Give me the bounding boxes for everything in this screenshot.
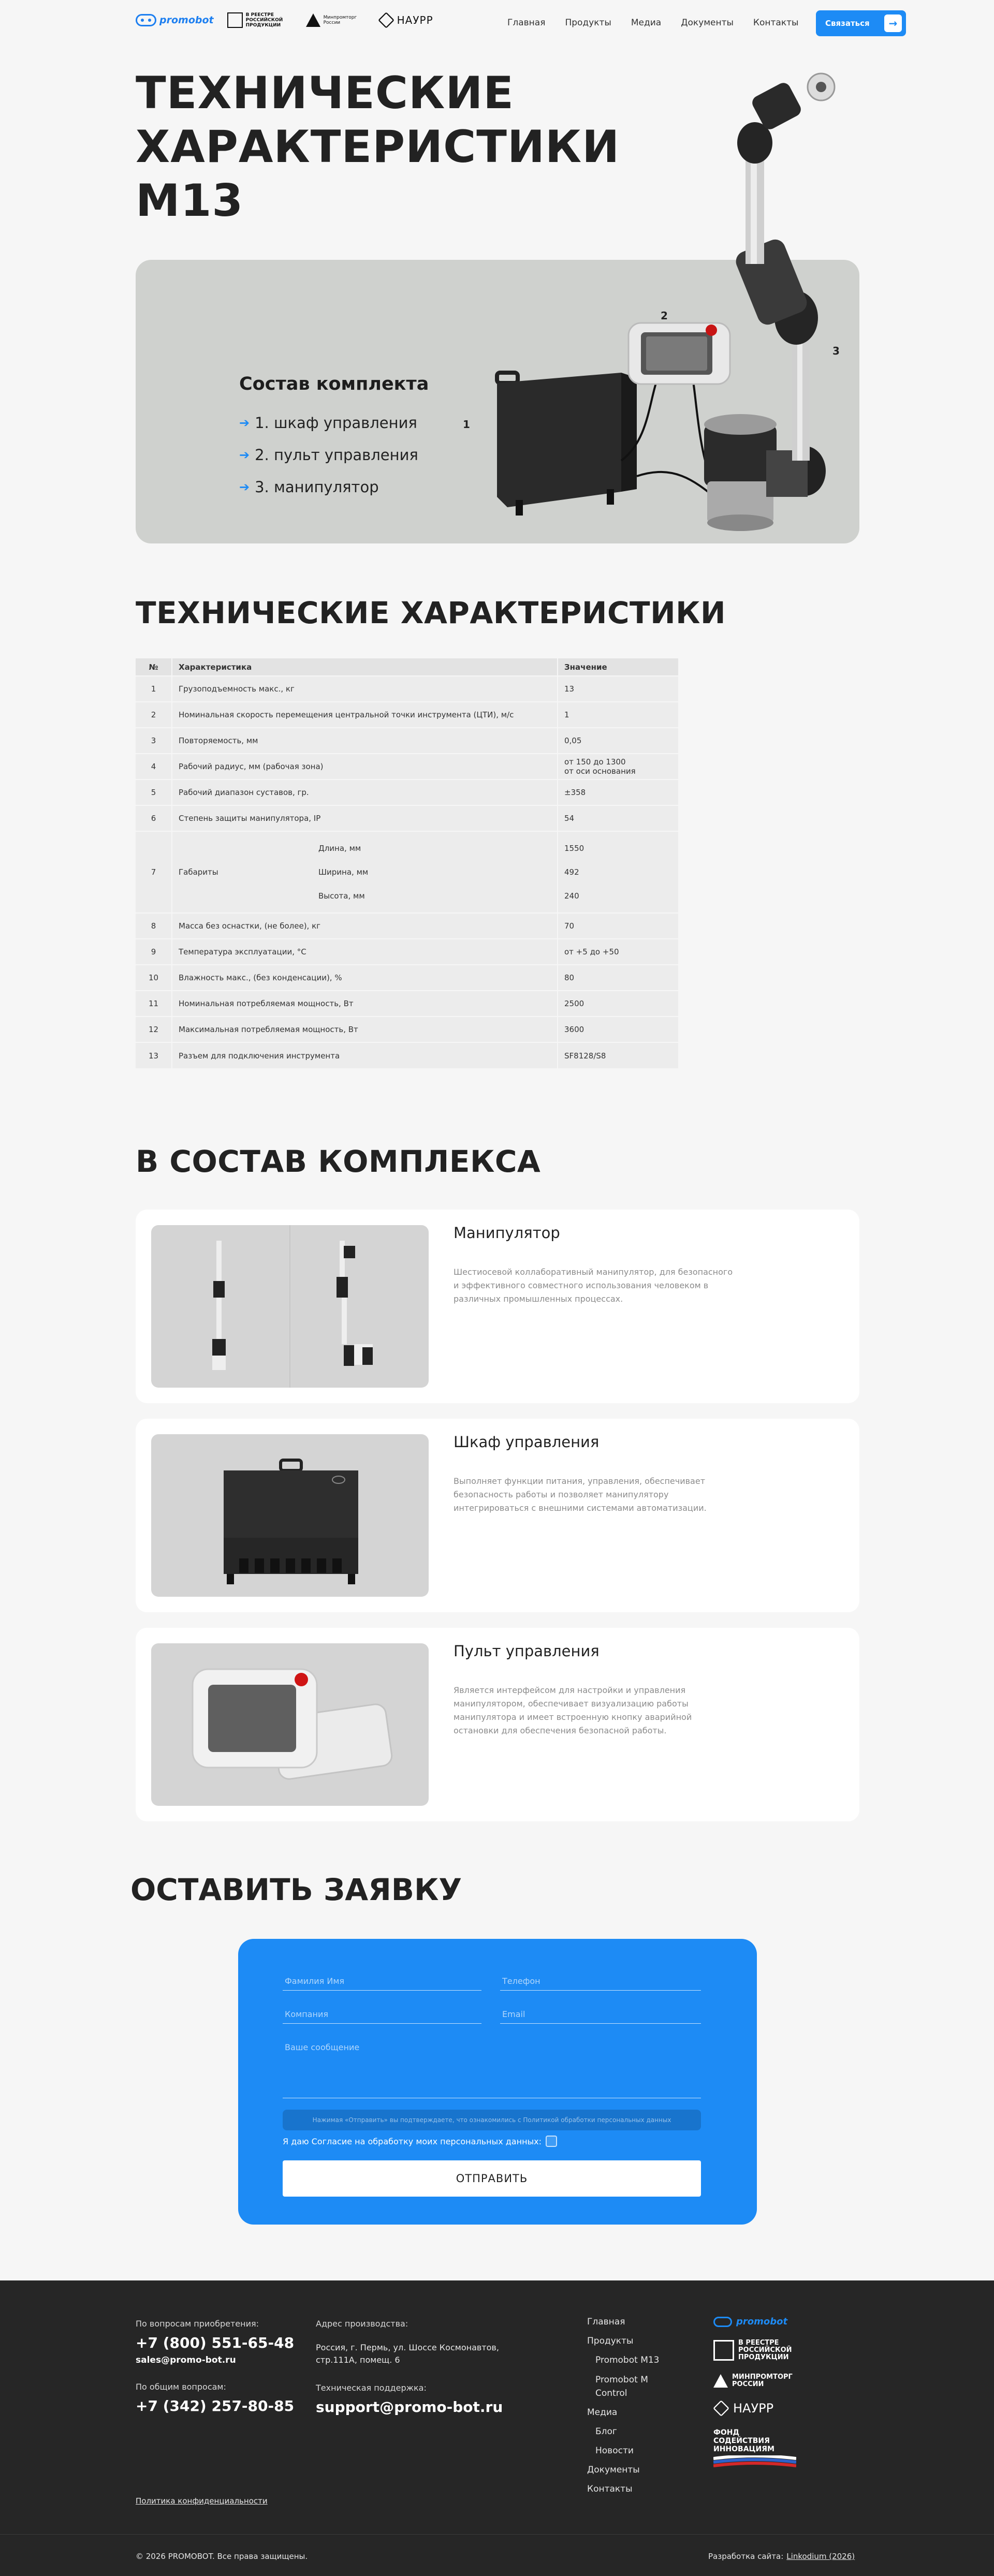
col-header-number: № [136, 658, 172, 676]
pendant-illustration [628, 323, 730, 384]
footer-nav-media[interactable]: Медиа [587, 2407, 618, 2418]
component-card-manipulator [136, 1210, 859, 1403]
privacy-note: Нажимая «Отправить» вы подтверждаете, что ознакомились с Политикой обработки персональных данных [283, 2110, 701, 2130]
card-description: Выполняет функции питания, управления, обеспечивает безопасность работы и позволяет манипулятору интегрироваться с внешними системами автоматизации. [454, 1476, 707, 1513]
col-header-name: Характеристика [172, 658, 558, 676]
footer-nav-products[interactable]: Продукты [587, 2336, 634, 2346]
table-row: 5 Рабочий диапазон суставов, гр. ±358 [136, 779, 678, 805]
card-description: Шестиосевой коллаборативный манипулятор, для безопасного и эффективного совместного использования человеком в различных промышленных процессах. [454, 1267, 733, 1304]
contact-button[interactable]: Связаться → [816, 10, 906, 36]
consent-checkbox[interactable] [546, 2136, 557, 2147]
minprom-triangle-icon [713, 2374, 728, 2388]
sales-label: По вопросам приобретения: [136, 2319, 259, 2329]
kit-item: ➔ 2. пульт управления [239, 439, 418, 471]
table-row: 11 Номинальная потребляемая мощность, Вт 2500 [136, 991, 678, 1017]
card-title: Пульт управления [454, 1642, 600, 1660]
arrow-icon: ➔ [239, 480, 250, 494]
table-row: 9 Температура эксплуатации, °С от +5 до +50 [136, 939, 678, 965]
manipulator-illustration [704, 73, 835, 531]
card-title: Манипулятор [454, 1224, 560, 1242]
main-nav [507, 18, 798, 28]
footer-nav-blog[interactable]: Блог [595, 2426, 617, 2437]
arrow-icon: ➔ [239, 448, 250, 462]
nav-contacts[interactable]: Контакты [753, 18, 799, 28]
developer-link[interactable]: Linkodium (2026) [786, 2552, 855, 2561]
footer-naurr-logo: НАУРР [713, 2401, 796, 2416]
manipulator-views-illustration [151, 1225, 429, 1388]
footer-logos [713, 2317, 796, 2469]
label-pendant: 2 [661, 310, 668, 322]
footer-promobot-logo: promobot [713, 2317, 796, 2327]
general-label: По общим вопросам: [136, 2382, 226, 2392]
cabinet-illustration [497, 373, 637, 516]
col-header-value: Значение [558, 658, 678, 676]
footer-nav-m13[interactable]: Promobot M13 [595, 2355, 660, 2365]
registry-mark-icon [227, 12, 243, 28]
support-email[interactable]: support@promo-bot.ru [316, 2398, 503, 2416]
form-title: ОСТАВИТЬ ЗАЯВКУ [130, 1872, 462, 1907]
card-description: Является интерфейсом для настройки и управления манипулятором, обеспечивает визуализацию работы манипулятора и имеет встроенную кнопку аварийной остановки для обеспечения безопасной работы. [454, 1685, 692, 1735]
page-title: ТЕХНИЧЕСКИЕ ХАРАКТЕРИСТИКИ М13 [136, 67, 620, 227]
robot-kit-illustration [466, 67, 859, 543]
message-field[interactable] [283, 2038, 701, 2098]
naurr-logo: НАУРР [378, 12, 433, 28]
table-row: 2 Номинальная скорость перемещения центральной точки инструмента (ЦТИ), м/с 1 [136, 702, 678, 728]
footer-nav [587, 2313, 670, 2499]
footer-nav-contacts[interactable]: Контакты [587, 2484, 633, 2494]
registry-logo: В РЕЕСТРЕ РОССИЙСКОЙ ПРОДУКЦИИ [227, 12, 293, 28]
naurr-hex-icon [378, 12, 394, 28]
table-header-row [136, 658, 678, 676]
label-manipulator: 3 [832, 345, 840, 357]
phone-field[interactable] [500, 1972, 701, 1991]
pendant-image [151, 1643, 429, 1806]
sales-email[interactable]: sales@promo-bot.ru [136, 2355, 236, 2365]
kit-item: ➔ 1. шкаф управления [239, 407, 418, 439]
footer-nav-documents[interactable]: Документы [587, 2465, 640, 2475]
name-field[interactable] [283, 1972, 481, 1991]
minprom-triangle-icon [306, 13, 320, 27]
card-title: Шкаф управления [454, 1433, 600, 1451]
nav-products[interactable]: Продукты [565, 18, 611, 28]
arrow-icon: ➔ [239, 416, 250, 430]
footer-registry-logo: В РЕЕСТРЕ РОССИЙСКОЙ ПРОДУКЦИИ [713, 2339, 796, 2361]
label-cabinet: 1 [463, 418, 470, 431]
nav-home[interactable]: Главная [507, 18, 546, 28]
table-row: 3 Повторяемость, мм 0,05 [136, 728, 678, 754]
email-field[interactable] [500, 2005, 701, 2024]
footer-minprom-logo: МИНПРОМТОРГ РОССИИ [713, 2374, 796, 2388]
cabinet-illustration [151, 1434, 429, 1597]
footer-nav-news[interactable]: Новости [595, 2446, 634, 2456]
complex-title: В СОСТАВ КОМПЛЕКСА [136, 1144, 541, 1179]
address-text: Россия, г. Пермь, ул. Шоссе Космонавтов, стр.111А, помещ. 6 [316, 2343, 499, 2365]
flag-wave-icon [713, 2455, 796, 2469]
footer-fund-logo: ФОНД СОДЕЙСТВИЯ ИННОВАЦИЯМ [713, 2428, 796, 2469]
header-logos [136, 12, 433, 28]
minprom-logo: Минпромторг России [306, 13, 365, 27]
kit-list [239, 407, 418, 503]
nav-media[interactable]: Медиа [631, 18, 662, 28]
nav-documents[interactable]: Документы [681, 18, 734, 28]
general-phone[interactable]: +7 (342) 257-80-85 [136, 2397, 295, 2415]
naurr-hex-icon [713, 2400, 729, 2417]
consent-label: Я даю Согласие на обработку моих персональных данных: [283, 2136, 542, 2146]
footer-nav-home[interactable]: Главная [587, 2317, 625, 2327]
request-form [238, 1939, 757, 2225]
developer-credit: Разработка сайта: Linkodium (2026) [708, 2552, 855, 2561]
sales-phone[interactable]: +7 (800) 551-65-48 [136, 2334, 295, 2351]
table-row: 13 Разъем для подключения инструмента SF8128/S8 [136, 1042, 678, 1068]
privacy-policy-link[interactable]: Политика конфиденциальности [136, 2496, 268, 2506]
table-row: 1 Грузоподъемность макс., кг 13 [136, 676, 678, 702]
registry-mark-icon [713, 2340, 734, 2361]
promobot-logo[interactable]: promobot [136, 14, 214, 26]
table-row: 12 Максимальная потребляемая мощность, Вт 3600 [136, 1017, 678, 1042]
kit-heading: Состав комплекта [239, 374, 429, 394]
pendant-illustration [151, 1643, 429, 1806]
cabinet-image [151, 1434, 429, 1597]
arrow-right-icon: → [884, 14, 902, 32]
table-row: 10 Влажность макс., (без конденсации), % 80 [136, 965, 678, 991]
kit-item: ➔ 3. манипулятор [239, 471, 418, 503]
submit-button[interactable]: ОТПРАВИТЬ [283, 2160, 701, 2197]
site-footer [0, 2280, 994, 2576]
copyright: © 2026 PROMOBOT. Все права защищены. [136, 2552, 308, 2561]
consent-row[interactable] [283, 2136, 557, 2147]
site-header [0, 0, 994, 48]
footer-nav-m-control[interactable]: Promobot M Control [595, 2375, 648, 2398]
table-row-dimensions: 7 Габариты Длина, мм Ширина, мм Высота, мм 1550 492 240 [136, 831, 678, 913]
address-label: Адрес производства: [316, 2319, 408, 2329]
promobot-face-icon [713, 2317, 732, 2327]
specs-title: ТЕХНИЧЕСКИЕ ХАРАКТЕРИСТИКИ [136, 595, 726, 630]
table-row: 8 Масса без оснастки, (не более), кг 70 [136, 913, 678, 939]
promobot-face-icon [136, 14, 156, 26]
table-row: 4 Рабочий радиус, мм (рабочая зона) от 150 до 1300 от оси основания [136, 754, 678, 779]
component-card-pendant [136, 1628, 859, 1821]
specs-table [136, 658, 678, 1068]
table-row: 6 Степень защиты манипулятора, IP 54 [136, 805, 678, 831]
company-field[interactable] [283, 2005, 481, 2024]
component-card-cabinet [136, 1419, 859, 1612]
manipulator-image [151, 1225, 429, 1388]
footer-divider [0, 2534, 994, 2535]
support-label: Техническая поддержка: [316, 2383, 427, 2393]
